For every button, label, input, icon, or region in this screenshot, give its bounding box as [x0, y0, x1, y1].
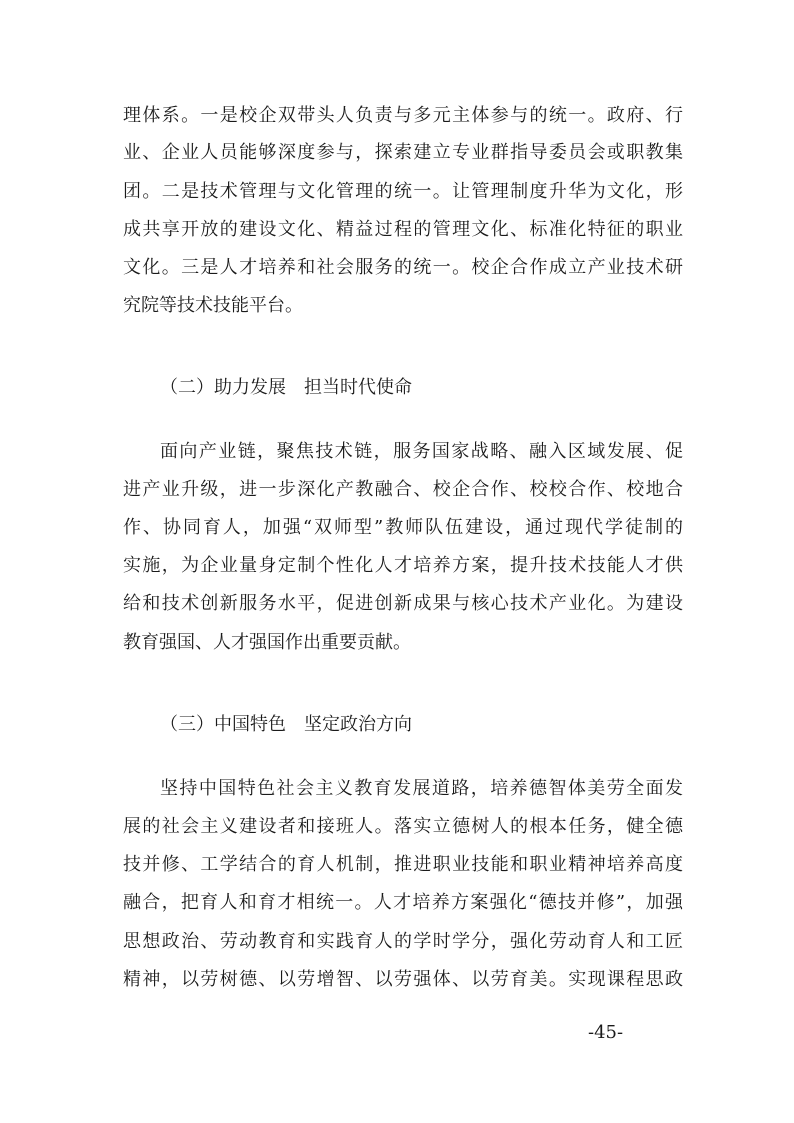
paragraph-3-line-6: 精神，以劳树德、以劳增智、以劳强体、以劳育美。实现课程思政 [123, 969, 683, 990]
paragraph-1-line-5: 文化。三是人才培养和社会服务的统一。校企合作成立产业技术研 [123, 257, 683, 278]
paragraph-1-line-3: 团。二是技术管理与文化管理的统一。让管理制度升华为文化，形 [123, 181, 683, 202]
page-number: -45- [588, 1022, 624, 1043]
section-heading-2: （二）助力发展 担当时代使命 [160, 377, 412, 398]
paragraph-1-line-4: 成共享开放的建设文化、精益过程的管理文化、标准化特征的职业 [123, 219, 683, 240]
paragraph-1-line-2: 业、企业人员能够深度参与，探索建立专业群指导委员会或职教集 [123, 142, 683, 163]
paragraph-2-line-5: 给和技术创新服务水平，促进创新成果与核心技术产业化。为建设 [123, 593, 683, 614]
paragraph-3-line-3: 技并修、工学结合的育人机制，推进职业技能和职业精神培养高度 [123, 854, 683, 875]
paragraph-1-line-1: 理体系。一是校企双带头人负责与多元主体参与的统一。政府、行 [123, 105, 683, 126]
paragraph-3-line-1: 坚持中国特色社会主义教育发展道路，培养德智体美劳全面发 [160, 778, 683, 799]
paragraph-2-line-4: 实施，为企业量身定制个性化人才培养方案，提升技术技能人才供 [123, 555, 683, 576]
paragraph-3-line-4: 融合，把育人和育才相统一。人才培养方案强化“德技并修”，加强 [123, 892, 683, 913]
paragraph-3-line-2: 展的社会主义建设者和接班人。落实立德树人的根本任务，健全德 [123, 816, 683, 837]
paragraph-2-line-2: 进产业升级，进一步深化产教融合、校企合作、校校合作、校地合 [123, 479, 683, 500]
paragraph-2-line-6: 教育强国、人才强国作出重要贡献。 [123, 632, 411, 653]
paragraph-1-line-6: 究院等技术技能平台。 [123, 295, 303, 316]
paragraph-2-line-1: 面向产业链，聚焦技术链，服务国家战略、融入区域发展、促 [160, 441, 683, 462]
paragraph-3-line-5: 思想政治、劳动教育和实践育人的学时学分，强化劳动育人和工匠 [123, 931, 683, 952]
section-heading-3: （三）中国特色 坚定政治方向 [160, 714, 412, 735]
paragraph-2-line-3: 作、协同育人，加强“双师型”教师队伍建设，通过现代学徒制的 [123, 517, 683, 538]
